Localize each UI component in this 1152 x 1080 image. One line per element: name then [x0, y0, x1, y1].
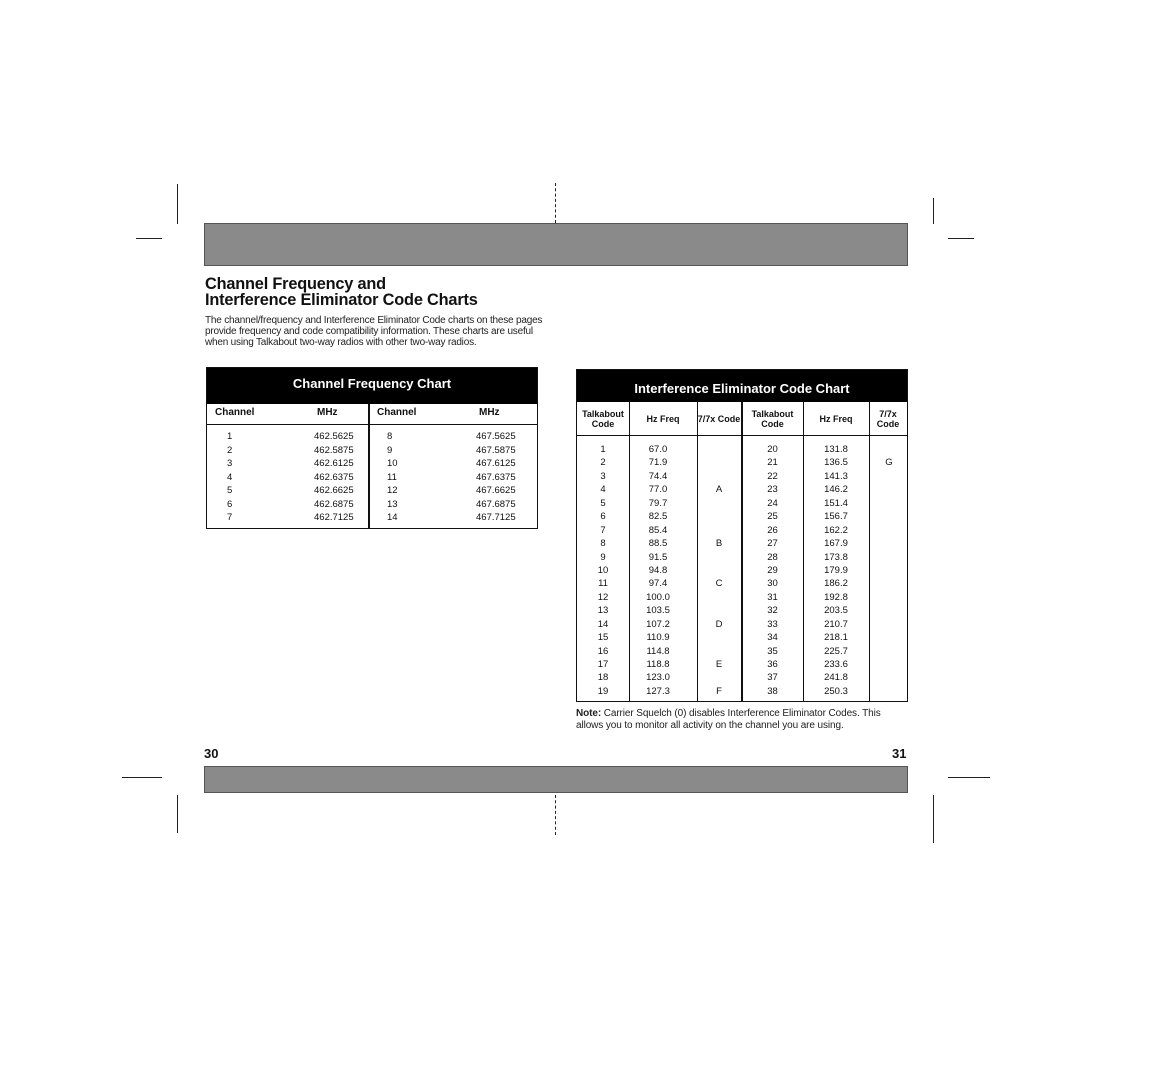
table-cell: 179.9 [824, 564, 848, 576]
table-cell: 29 [767, 564, 778, 576]
table-cell: 7 [600, 524, 606, 536]
table-cell [871, 591, 907, 604]
table-cell: 167.9 [824, 538, 848, 550]
table-cell: 114.8 [646, 645, 670, 657]
talkabout-code-column-left [577, 402, 629, 697]
table-cell: 462.6125 [314, 458, 354, 469]
column-line [869, 402, 870, 701]
table-cell: 6 [600, 511, 606, 523]
table-cell: 173.8 [824, 551, 848, 563]
col-header: MHz [479, 407, 500, 418]
col-header: Hz Freq [819, 413, 853, 424]
table-cell [871, 564, 907, 577]
77x-code-column-right [869, 402, 907, 469]
table-cell [871, 671, 907, 684]
table-cell: 9 [387, 444, 393, 456]
table-cell: 467.7125 [476, 512, 516, 523]
col-header: 7/7x Code [876, 408, 900, 429]
title-line-2: Interference Eliminator Code Charts [205, 290, 478, 309]
footer-band [204, 766, 908, 793]
cells [871, 443, 907, 698]
table-cell: 141.3 [824, 470, 848, 482]
table-cell [697, 456, 741, 469]
table-cell: 4 [227, 471, 233, 483]
table-cell: 11 [387, 471, 397, 483]
table-cell [871, 645, 907, 658]
table-cell: 38 [767, 685, 778, 697]
table-cell: 462.6625 [314, 485, 354, 496]
table-cell: 85.4 [648, 524, 668, 536]
cells [227, 430, 232, 525]
table-cell: 3 [227, 458, 233, 469]
col-header: Talkabout Code [582, 408, 624, 429]
table-cell [871, 537, 907, 550]
table-cell: 79.7 [648, 497, 668, 509]
channel-chart-body [207, 404, 537, 528]
table-cell: 151.4 [824, 497, 848, 509]
page-title [205, 276, 531, 308]
table-cell: 127.3 [646, 685, 670, 697]
table-cell: 103.5 [646, 605, 670, 617]
table-cell [871, 483, 907, 496]
cells [803, 443, 869, 698]
table-cell [871, 524, 907, 537]
table-cell: 32 [767, 605, 778, 617]
table-cell: 467.6125 [476, 458, 516, 469]
table-cell [871, 497, 907, 510]
table-cell: E [715, 659, 723, 670]
table-cell: 467.5875 [476, 444, 516, 456]
table-cell: 10 [387, 458, 398, 469]
table-cell: F [716, 685, 722, 697]
table-cell [697, 564, 741, 577]
crop-mark [555, 795, 556, 835]
table-cell: 82.5 [648, 511, 668, 523]
table-cell: 17 [597, 659, 609, 670]
crop-mark [948, 238, 974, 239]
table-cell: 21 [767, 457, 778, 469]
table-cell: 25 [767, 511, 778, 523]
table-cell: 18 [597, 672, 609, 684]
crop-mark [933, 198, 934, 224]
table-cell: 37 [767, 672, 778, 684]
table-cell: 203.5 [824, 605, 848, 617]
table-cell: 462.5625 [314, 431, 354, 442]
table-cell: 118.8 [646, 659, 670, 670]
table-cell: 13 [597, 605, 609, 617]
table-cell: 9 [600, 551, 606, 563]
table-cell [871, 470, 907, 483]
table-cell: 16 [597, 645, 609, 657]
table-cell: A [715, 484, 723, 496]
table-cell [871, 443, 907, 456]
table-cell: 20 [767, 444, 778, 455]
table-cell [871, 631, 907, 644]
header-rule [207, 424, 537, 425]
col-header: 7/7x Code [697, 413, 741, 424]
code-chart-body [577, 402, 907, 701]
table-cell: 33 [767, 618, 778, 630]
channel-column-left [215, 404, 265, 523]
77x-code-column-left [697, 402, 741, 697]
table-cell: 77.0 [648, 484, 668, 496]
table-cell: 1 [227, 431, 233, 442]
table-cell: 123.0 [646, 672, 670, 684]
table-cell: 1 [600, 444, 606, 455]
crop-mark [136, 238, 162, 239]
table-cell: 218.1 [824, 632, 848, 644]
table-cell: 192.8 [824, 591, 848, 603]
hz-freq-column-right [803, 402, 869, 697]
crop-mark [933, 795, 934, 843]
table-cell: 467.6625 [476, 485, 516, 496]
table-cell: 19 [597, 685, 609, 697]
table-cell: 2 [227, 444, 233, 456]
column-divider [368, 404, 370, 528]
table-cell: 467.5625 [476, 431, 516, 442]
note-label: Note: [576, 708, 602, 719]
table-cell [697, 470, 741, 483]
table-cell: 5 [600, 497, 606, 509]
table-cell [871, 685, 907, 698]
table-cell [871, 510, 907, 523]
talkabout-code-column-right [742, 402, 803, 697]
table-cell [697, 551, 741, 564]
table-cell: G [885, 457, 893, 469]
page-number-left: 30 [204, 746, 219, 761]
table-cell: 28 [767, 551, 778, 563]
table-cell: 4 [600, 484, 606, 496]
table-cell: 3 [600, 470, 606, 482]
table-cell: 146.2 [824, 484, 848, 496]
table-cell [697, 497, 741, 510]
crop-mark [177, 184, 178, 224]
table-cell: 10 [597, 564, 609, 576]
crop-mark [555, 183, 556, 223]
col-header: Channel [377, 407, 417, 418]
table-cell: 88.5 [648, 538, 668, 550]
table-cell: 186.2 [824, 578, 848, 590]
table-cell: 156.7 [824, 511, 848, 523]
table-cell: 162.2 [824, 524, 848, 536]
table-cell: 6 [227, 498, 233, 510]
intro-paragraph: The channel/frequency and Interference Eliminator Code charts on these pages provide frequency and code compatibility information. These charts are useful when using Talkabout two-way radios with other two-way radios. [205, 315, 543, 348]
table-cell [697, 671, 741, 684]
cells [697, 443, 741, 698]
table-cell: B [715, 538, 723, 550]
table-cell: 5 [227, 485, 233, 496]
col-header: Hz Freq [646, 413, 680, 424]
table-cell: 74.4 [648, 470, 668, 482]
table-cell: 462.6375 [314, 471, 354, 483]
table-cell [871, 577, 907, 590]
table-cell: 36 [767, 659, 778, 670]
table-cell: 91.5 [648, 551, 668, 563]
table-cell [871, 618, 907, 631]
table-cell: 131.8 [824, 444, 848, 455]
table-cell [697, 591, 741, 604]
table-cell: 462.6875 [314, 498, 354, 510]
mhz-column-left [314, 404, 367, 523]
cells [619, 443, 697, 698]
table-cell: 71.9 [648, 457, 668, 469]
table-cell: 12 [387, 485, 398, 496]
table-cell: 225.7 [824, 645, 848, 657]
crop-mark [948, 777, 990, 778]
col-header: Channel [215, 407, 255, 418]
hz-freq-column-left [629, 402, 697, 697]
crop-mark [122, 777, 162, 778]
table-cell: 11 [598, 578, 608, 590]
channel-chart-title: Channel Frequency Chart [207, 368, 537, 404]
channel-frequency-chart [206, 367, 538, 529]
table-cell: 14 [387, 512, 398, 523]
table-cell: C [715, 578, 723, 590]
title-line-1: Channel Frequency and [205, 274, 386, 293]
table-cell [871, 604, 907, 617]
table-cell: 13 [387, 498, 398, 510]
mhz-column-right [476, 404, 529, 523]
table-cell: 467.6375 [476, 471, 516, 483]
table-cell: 110.9 [646, 632, 670, 644]
cells [387, 430, 398, 525]
table-cell: 15 [597, 632, 609, 644]
table-cell: 14 [597, 618, 609, 630]
table-cell [697, 645, 741, 658]
cells [314, 430, 354, 525]
table-cell: 462.7125 [314, 512, 354, 523]
channel-column-right [377, 404, 427, 523]
table-cell: 136.5 [824, 457, 848, 469]
cells [742, 443, 803, 698]
page-number-right: 31 [892, 746, 907, 761]
table-cell: 97.4 [648, 578, 668, 590]
table-cell: 24 [767, 497, 778, 509]
code-chart-title: Interference Eliminator Code Chart [577, 370, 907, 402]
col-header: MHz [317, 407, 338, 418]
table-cell: 35 [767, 645, 778, 657]
table-cell [697, 510, 741, 523]
table-cell: 233.6 [824, 659, 848, 670]
table-cell: 467.6875 [476, 498, 516, 510]
col-header: Talkabout Code [751, 408, 794, 429]
table-cell [871, 658, 907, 671]
table-cell: 8 [387, 431, 393, 442]
table-cell: 7 [227, 512, 233, 523]
table-cell: 30 [767, 578, 778, 590]
header-band [204, 223, 908, 266]
cells [476, 430, 516, 525]
table-cell: 12 [597, 591, 609, 603]
table-cell: 94.8 [648, 564, 668, 576]
table-cell [697, 604, 741, 617]
table-cell: 241.8 [824, 672, 848, 684]
table-cell: 100.0 [646, 591, 670, 603]
table-cell [697, 443, 741, 456]
table-cell: 462.5875 [314, 444, 354, 456]
table-cell: 67.0 [648, 444, 668, 455]
table-cell [871, 551, 907, 564]
crop-mark [177, 795, 178, 833]
table-cell: 31 [767, 591, 778, 603]
table-cell: 26 [767, 524, 778, 536]
table-cell: 34 [767, 632, 778, 644]
table-cell [697, 524, 741, 537]
note-text: Carrier Squelch (0) disables Interference Eliminator Codes. This allows you to monitor all activity on the channel you are using. [576, 708, 881, 731]
table-cell: D [715, 618, 723, 630]
table-cell: 23 [767, 484, 778, 496]
table-cell [697, 631, 741, 644]
table-cell: 8 [600, 538, 606, 550]
table-cell: 2 [600, 457, 606, 469]
table-cell: 210.7 [824, 618, 848, 630]
note [576, 708, 908, 732]
table-cell: 250.3 [824, 685, 848, 697]
table-cell: 107.2 [646, 618, 670, 630]
table-cell: 22 [767, 470, 778, 482]
table-cell: 27 [767, 538, 778, 550]
interference-eliminator-code-chart [576, 369, 908, 702]
